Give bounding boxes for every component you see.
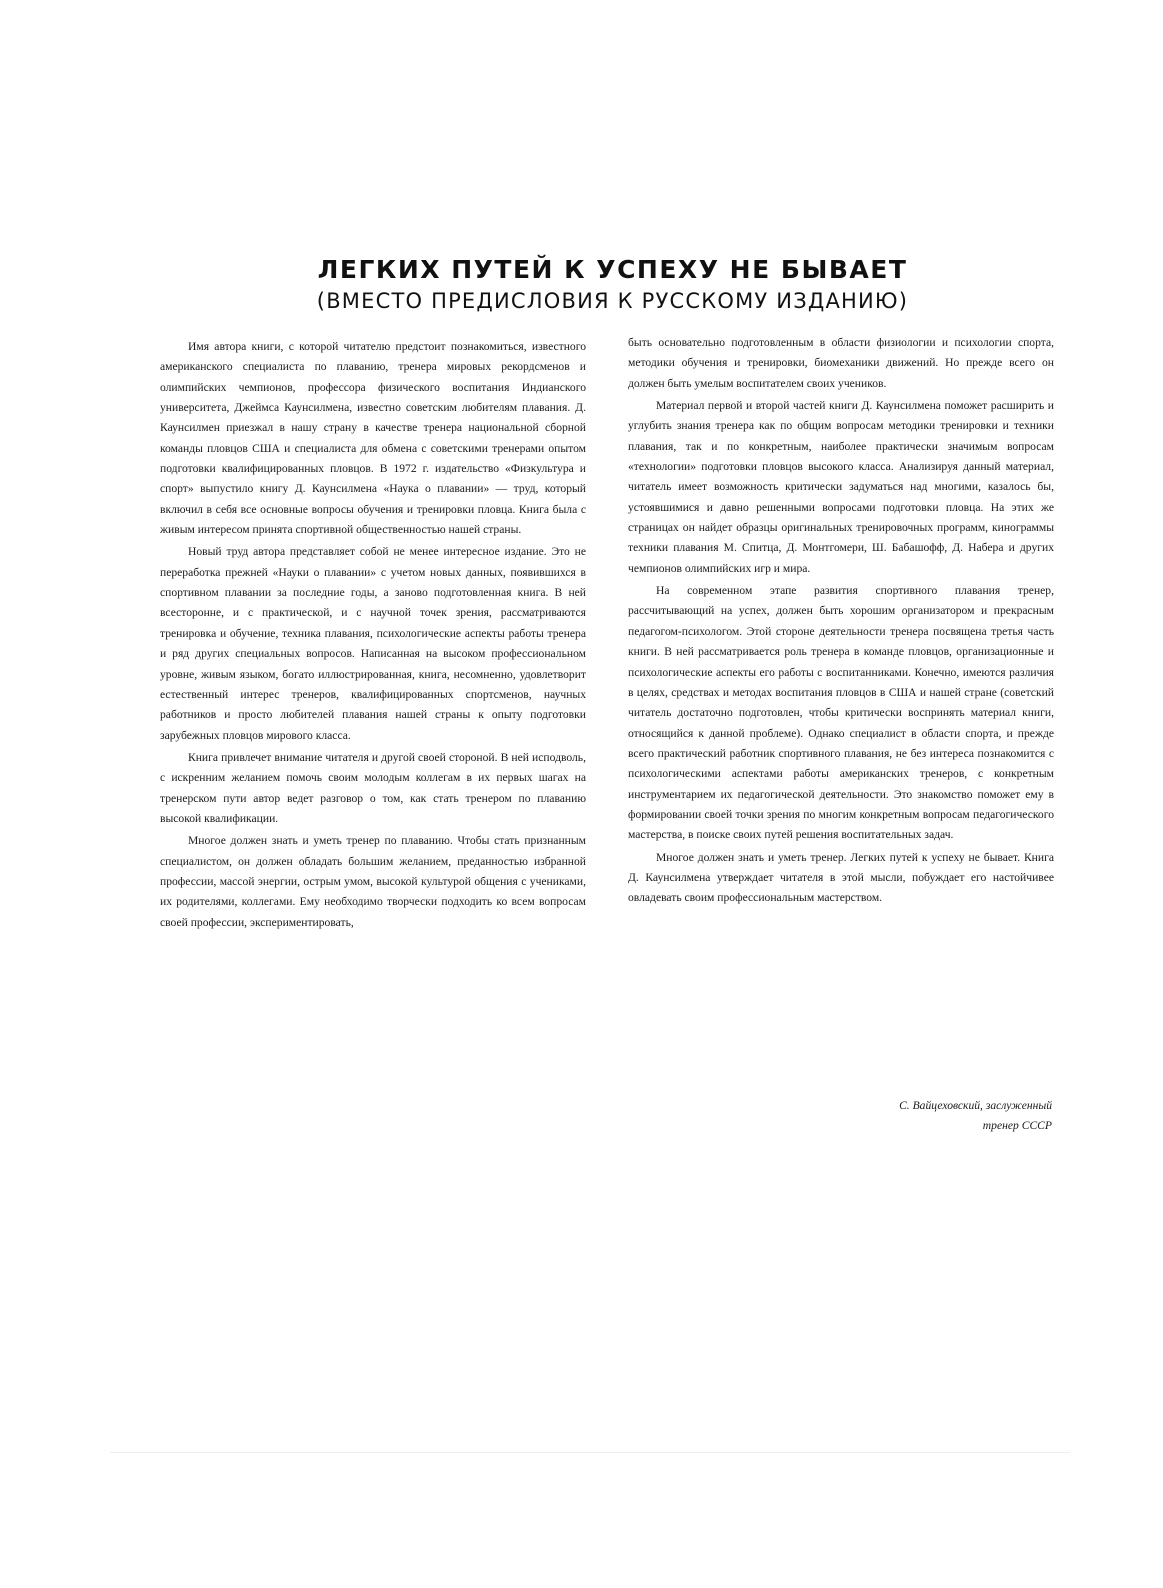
title-subtitle: (ВМЕСТО ПРЕДИСЛОВИЯ К РУССКОМУ ИЗДАНИЮ) bbox=[316, 289, 909, 313]
paragraph: Многое должен знать и уметь тренер. Легких путей к успеху не бывает. Книга Д. Каунсилмена утверждает читателя в этой мысли, побуждает его настойчивее овладевать своим профессиональным мастерством. bbox=[628, 850, 1054, 905]
title-main: ЛЕГКИХ ПУТЕЙ К УСПЕХУ НЕ БЫВАЕТ bbox=[317, 255, 908, 284]
paragraph: Материал первой и второй частей книги Д. Каунсилмена поможет расширить и углубить знания тренера как по общим вопросам методики тренировки и техники плавания, так и по конкретным, наиболее практически значимым вопросам «технологии» подготовки пловцов высокого класса. Анализируя данный материал, читатель имеет возможность критически задуматься над многими, казалось бы, устоявшимися и давно решенными вопросами подготовки пловца. На этих же страницах он найдет образцы оригинальных тренировочных программ, кинограммы техники плавания М. Спитца, Д. Монтгомери, Ш. Бабашофф, Д. Набера и других чемпионов олимпийских игр и мира. bbox=[628, 399, 1054, 575]
signature-title: тренер СССР bbox=[982, 1119, 1052, 1132]
paragraph: На современном этапе развития спортивного плавания тренер, рассчитывающий на успех, должен быть хорошим организатором и прекрасным педагогом-психологом. Этой стороне деятельности тренера посвящена третья часть книги. В ней рассматривается роль тренера в команде пловцов, организационные и психологические аспекты его работы с воспитанниками. Конечно, имеются различия в целях, средствах и методах воспитания пловцов в США и нашей стране (советский читатель достаточно подготовлен, чтобы критически воспринять материал книги, относящийся к данной проблеме). Однако специалист в области спорта, и прежде всего практический работник спортивного плавания, не без интереса познакомится с психологическими аспектами работы американских тренеров, с конкретным инструментарием их педагогической деятельности. Это знакомство поможет ему в формировании своей точки зрения по многим конкретным вопросам педагогического мастерства, в поиске своих путей решения воспитательных задач. bbox=[628, 584, 1054, 842]
paragraph: Новый труд автора представляет собой не менее интересное издание. Это не переработка прежней «Науки о плавании» с учетом новых данных, появившихся в спортивном плавании за последние годы, а заново подготовленная книга. В ней всесторонне, и с практической, и с научной точек зрения, рассматриваются тренировка и обучение, техника плавания, психологические аспекты работы тренера и ряд других специальных вопросов. Написанная на высоком профессиональном уровне, живым языком, богато иллюстрированная, книга, несомненно, удовлетворит естественный интерес тренеров, квалифицированных спортсменов, научных работников и просто любителей плавания нашей страны к опыту подготовки зарубежных пловцов мирового класса. bbox=[160, 545, 586, 742]
signature-name: С. Вайцеховский, заслуженный bbox=[899, 1099, 1052, 1112]
author-signature bbox=[760, 1096, 1052, 1136]
right-text-column bbox=[628, 333, 1054, 911]
scan-artifact-line bbox=[110, 1452, 1070, 1453]
paragraph: Многое должен знать и уметь тренер по плаванию. Чтобы стать признанным специалистом, он должен обладать большим желанием, преданностью избранной профессии, массой энергии, острым умом, высокой культурой общения с учениками, их родителями, коллегами. Ему необходимо творчески подходить ко всем вопросам своей профессии, экспериментировать, bbox=[160, 834, 586, 929]
left-text-column bbox=[160, 337, 586, 935]
paragraph-continuation: быть основательно подготовленным в области физиологии и психологии спорта, методики обучения и тренировки, биомеханики движений. Но прежде всего он должен быть умелым воспитателем своих учеников. bbox=[628, 336, 1054, 390]
paragraph: Книга привлечет внимание читателя и другой своей стороной. В ней исподволь, с искренним желанием помочь своим молодым коллегам в их первых шагах на тренерском пути автор ведет разговор о том, как стать тренером по плаванию высокой квалификации. bbox=[160, 750, 586, 825]
page-title bbox=[160, 254, 1065, 316]
paragraph: Имя автора книги, с которой читателю предстоит познакомиться, известного американского специалиста по плаванию, тренера мировых рекордсменов и олимпийских чемпионов, профессора физического воспитания Индианского университета, Джеймса Каунсилмена, известно советским любителям плавания. Д. Каунсилмен приезжал в нашу страну в качестве тренера национальной сборной команды пловцов США и специалиста для обмена с советскими тренерами опытом подготовки квалифицированных пловцов. В 1972 г. издательство «Физкультура и спорт» выпустило книгу Д. Каунсилмена «Наука о плавании» — труд, который включил в себя все основные вопросы обучения и тренировки пловца. Книга была с живым интересом принята спортивной общественностью нашей страны. bbox=[160, 340, 586, 537]
